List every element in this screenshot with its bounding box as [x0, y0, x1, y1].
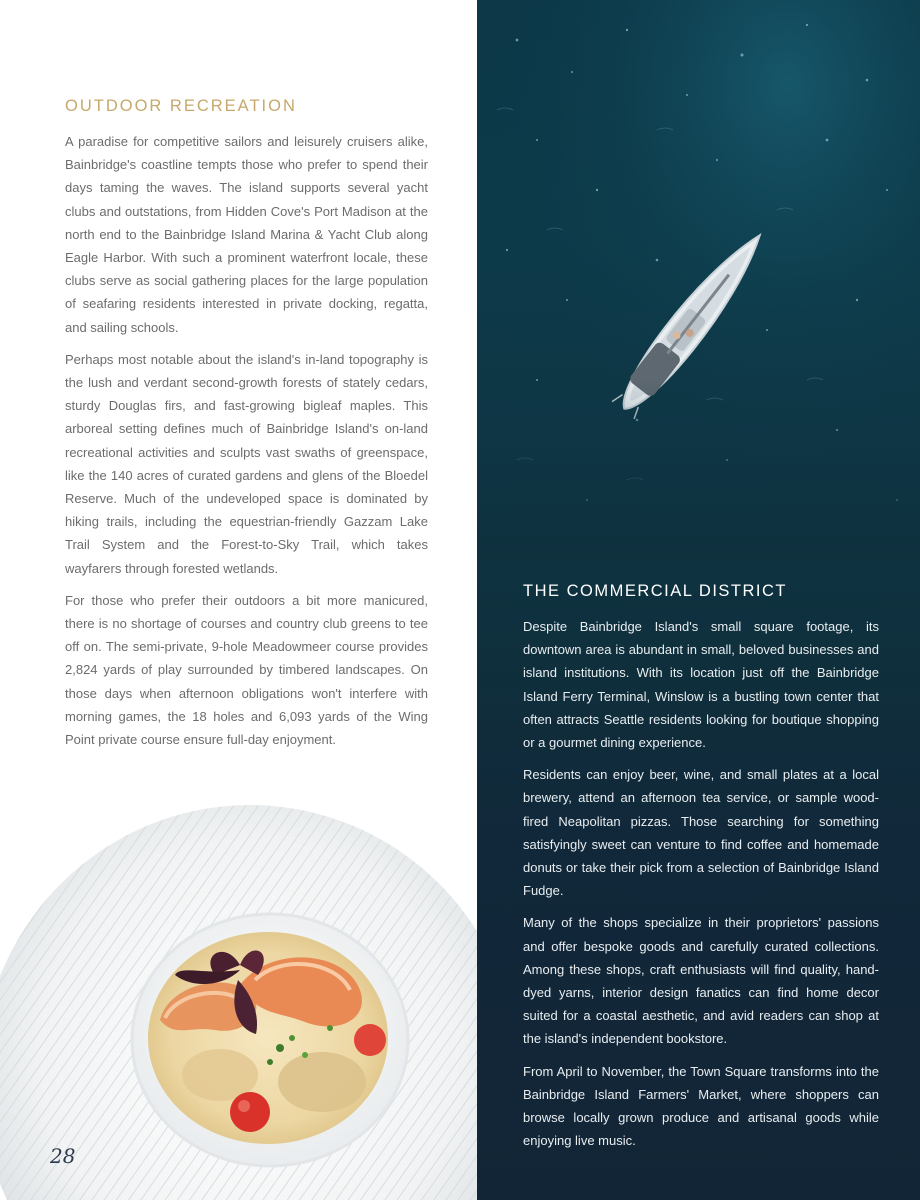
outdoor-paragraph-2: Perhaps most notable about the island's in-land topography is the lush and verdant second-growth forests of stately cedars, sturdy Douglas firs, and fast-growing bigleaf maples. This arboreal setting defines much of Bainbridge Island's on-land recreational activities and sculpts vast swaths of greenspace, like the 140 acres of curated gardens and glens of the Bloedel Reserve. Much of the undeveloped space is dominated by hiking trails, including the equestrian-friendly Gazzam Lake Trail System and the Forest-to-Sky Trail, which takes wayfarers through forested wetlands.: [65, 351, 428, 576]
sailboat-aerial-photo: [477, 0, 920, 560]
outdoor-recreation-heading: OUTDOOR RECREATION: [65, 97, 297, 115]
plate-illustration: [0, 790, 477, 1200]
outdoor-paragraph-1: A paradise for competitive sailors and leisurely cruisers alike, Bainbridge's coastline tempts those who prefer to spend their days taming the waves. The island supports several yacht clubs and outstations, from Hidden Cove's Port Madison at the north end to the Bainbridge Island Marina & Yacht Club along Eagle Harbor. With such a prominent waterfront locale, these clubs serve as social gathering places for the large population of seafaring residents interested in private docking, regatta, and sailing schools.: [65, 134, 428, 335]
commercial-paragraph-2: Residents can enjoy beer, wine, and small plates at a local brewery, attend an afternoon tea service, or sample wood-fired Neapolitan pizzas. Those searching for something satisfyingly sweet can venture to find coffee and homemade donuts or take their pick from a selection of Bainbridge Island Fudge.: [523, 767, 879, 899]
commercial-paragraph-3: Many of the shops specialize in their proprietors' passions and offer bespoke goods and carefully curated collections. Among these shops, craft enthusiasts will find quality, hand-dyed yarns, interior design fanatics can find home decor suited for a coastal aesthetic, and avid readers can shop at the island's independent bookstore.: [523, 915, 879, 1047]
right-column: [477, 0, 920, 1200]
commercial-district-section: [523, 582, 879, 1161]
outdoor-paragraph-3: For those who prefer their outdoors a bit more manicured, there is no shortage of courses and country club greens to tee off on. The semi-private, 9-hole Meadowmeer course provides 2,824 yards of play surrounded by timbered landscapes. On those days when afternoon obligations won't interfere with morning games, the 18 holes and 6,093 yards of the Wing Point private course ensure full-day enjoyment.: [65, 592, 428, 748]
outdoor-recreation-section: [65, 97, 428, 760]
page-number: 28: [50, 1144, 76, 1168]
commercial-district-heading: THE COMMERCIAL DISTRICT: [523, 582, 787, 600]
seafood-plate-photo: [0, 790, 477, 1200]
commercial-paragraph-1: Despite Bainbridge Island's small square footage, its downtown area is abundant in small, beloved businesses and island institutions. With its location just off the Bainbridge Island Ferry Terminal, Winslow is a bustling town center that often attracts Seattle residents looking for boutique shopping or a gourmet dining experience.: [523, 619, 879, 751]
commercial-paragraph-4: From April to November, the Town Square transforms into the Bainbridge Island Farmers' Market, where shoppers can browse locally grown produce and artisanal goods while enjoying live music.: [523, 1063, 879, 1149]
